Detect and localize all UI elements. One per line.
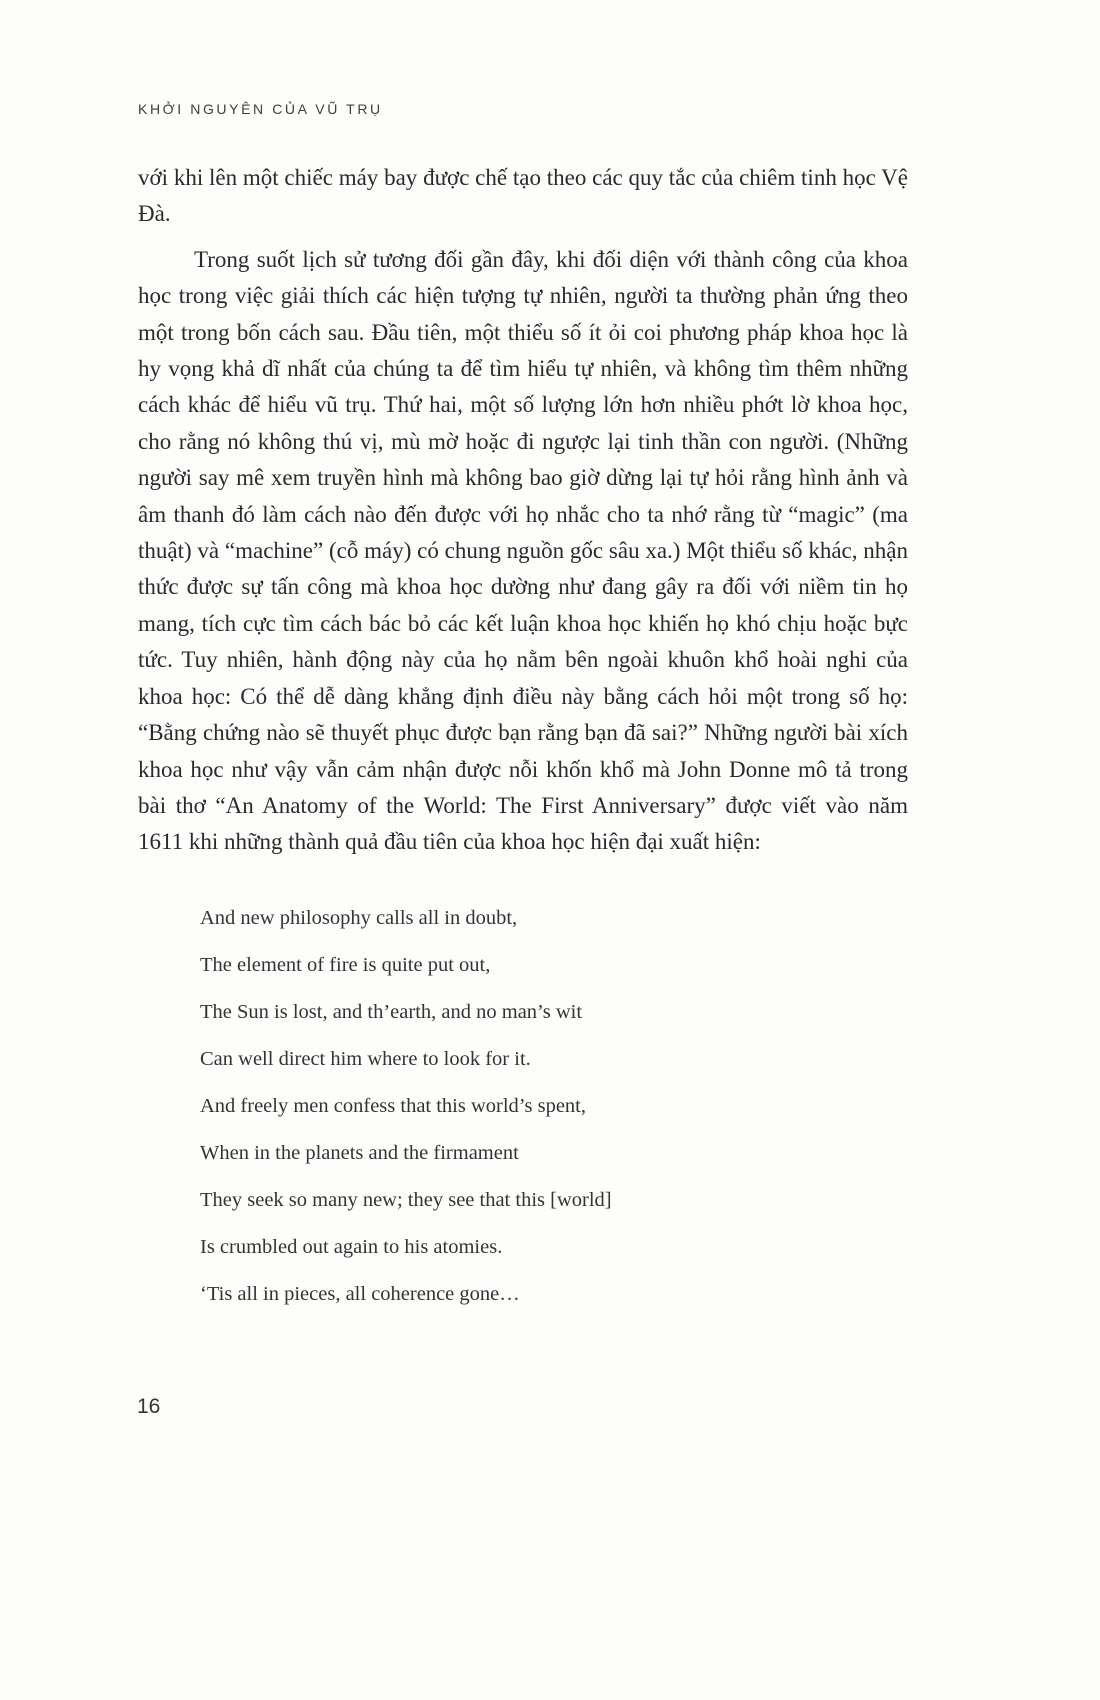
- poem-block: [200, 895, 908, 1318]
- poem-line: They seek so many new; they see that this [world]: [200, 1188, 612, 1211]
- poem-line: The Sun is lost, and th’earth, and no man’s wit: [200, 1000, 583, 1023]
- poem-line: Is crumbled out again to his atomies.: [200, 1235, 503, 1258]
- poem-line: Can well direct him where to look for it.: [200, 1047, 531, 1070]
- poem-line: And new philosophy calls all in doubt,: [200, 906, 518, 929]
- paragraph: với khi lên một chiếc máy bay được chế tạo theo các quy tắc của chiêm tinh học Vệ Đà.: [138, 165, 908, 227]
- poem-line: And freely men confess that this world’s spent,: [200, 1094, 587, 1117]
- page-number: 16: [137, 1395, 161, 1418]
- poem-line: The element of fire is quite put out,: [200, 953, 491, 976]
- paragraph: Trong suốt lịch sử tương đối gần đây, khi đối diện với thành công của khoa học trong việc giải thích các hiện tượng tự nhiên, người ta thường phản ứng theo một trong bốn cách sau. Đầu tiên, một thiểu số ít ỏi coi phương pháp khoa học là hy vọng khả dĩ nhất của chúng ta để tìm hiểu tự nhiên, và không tìm thêm những cách khác để hiểu vũ trụ. Thứ hai, một số lượng lớn hơn nhiều phớt lờ khoa học, cho rằng nó không thú vị, mù mờ hoặc đi ngược lại tinh thần con người. (Những người say mê xem truyền hình mà không bao giờ dừng lại tự hỏi rằng hình ảnh và âm thanh đó làm cách nào đến được với họ nhắc cho ta nhớ rằng từ “magic” (ma thuật) và “machine” (cỗ máy) có chung nguồn gốc sâu xa.) Một thiểu số khác, nhận thức được sự tấn công mà khoa học dường như đang gây ra đối với niềm tin họ mang, tích cực tìm cách bác bỏ các kết luận khoa học khiến họ khó chịu hoặc bực tức. Tuy nhiên, hành động này của họ nằm bên ngoài khuôn khổ hoài nghi của khoa học: Có thể dễ dàng khẳng định điều này bằng cách hỏi một trong số họ: “Bằng chứng nào sẽ thuyết phục được bạn rằng bạn đã sai?” Những người bài xích khoa học như vậy vẫn cảm nhận được nỗi khốn khổ mà John Donne mô tả trong bài thơ “An Anatomy of the World: The First Anniversary” được viết vào năm 1611 khi những thành quả đầu tiên của khoa học hiện đại xuất hiện:: [138, 246, 908, 855]
- running-head: KHỞI NGUYÊN CỦA VŨ TRỤ: [138, 101, 383, 117]
- poem-line: When in the planets and the firmament: [200, 1141, 519, 1164]
- poem-line: ‘Tis all in pieces, all coherence gone…: [200, 1282, 520, 1305]
- body-text: [138, 160, 908, 1318]
